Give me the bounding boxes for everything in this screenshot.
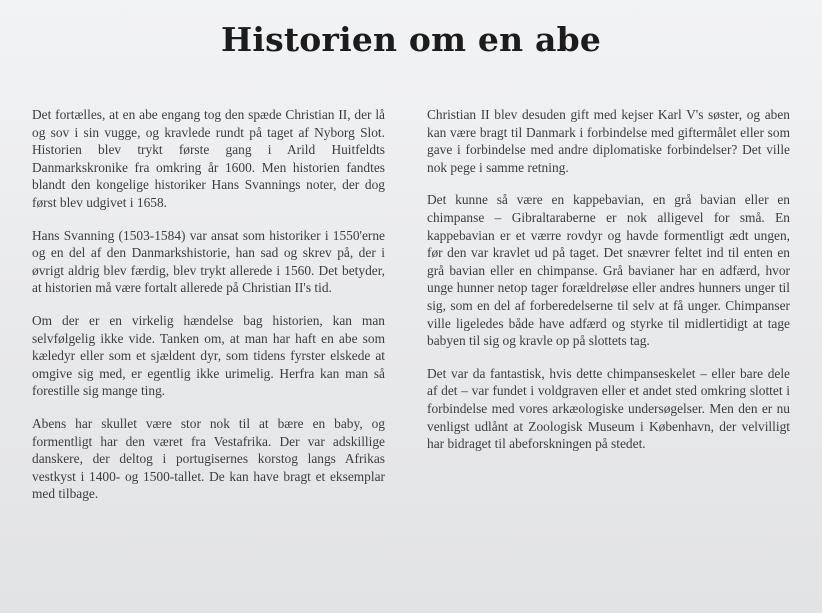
paragraph: Om der er en virkelig hændelse bag historien, kan man selvfølgelig ikke vide. Tanken om, at man har haft en abe som kæledyr eller som et sjældent dyr, som tidens fyrster elskede at omgive sig med, er egentlig ikke urimelig. Herfra kan man så forestille sig mange ting. [32,312,385,399]
paragraph: Det fortælles, at en abe engang tog den spæde Christian II, der lå og sov i sin vugge, og kravlede rundt på taget af Nyborg Slot. Historien blev trykt første gang i Arild Huitfeldts Danmarkskronike fra omkring år 1600. Men historien fandtes blandt den kongelige historiker Hans Svannings noter, der dog først blev udgivet i 1658. [32,107,385,210]
paragraph: Abens har skullet være stor nok til at bære en baby, og formentligt har den været fra Vestafrika. Der var adskillige danskere, der deltog i portugisernes korstog langs Afrikas vestkyst i 1400- og 1500-tallet. De kan have bragt et eksemplar med tilbage. [32,415,385,502]
left-text-column [32,106,385,518]
paragraph: Christian II blev desuden gift med kejser Karl V's søster, og aben kan være bragt til Danmark i forbindelse med giftermålet eller som gave i forbindelse med andre diplomatiske forbindelser? Det ville nok pege i samme retning. [427,107,790,175]
paragraph: Det kunne så være en kappebavian, en grå bavian eller en chimpanse – Gibraltaraberne er nok alligevel for små. En kappebavian er et værre rovdyr og havde formentligt ædt ungen, før den var kravlet ud på taget. Det snævrer feltet ind til enten en grå bavian eller en chimpanse. Grå bavianer har en adfærd, hvor unge hunner netop tager forældreløse eller andres hunners unger til sig, som en del af forberedelserne til selv at få unger. Chimpanser ville ligeledes både have adfærd og styrke til midlertidigt at tage babyen til sig og kravle op på slottets tag. [427,192,790,349]
paragraph: Det var da fantastisk, hvis dette chimpanseskelet – eller bare dele af det – var fundet i voldgraven eller et andet sted omkring slottet i forbindelse med vores arkæologiske undersøgelser. Men den er nu venligst udlånt at Zoologisk Museum i København, der velvilligt har bidraget til abeforskningen på stedet. [427,365,790,452]
right-text-column [427,106,790,468]
page-title: Historien om en abe [220,20,602,59]
paragraph: Hans Svanning (1503-1584) var ansat som historiker i 1550'erne og en del af den Danmarkshistorie, han sad og skrev på, der i øvrigt aldrig blev færdig, blev trykt allerede i 1560. Det betyder, at historien må være fortalt allerede på Christian II's tid. [32,227,385,296]
